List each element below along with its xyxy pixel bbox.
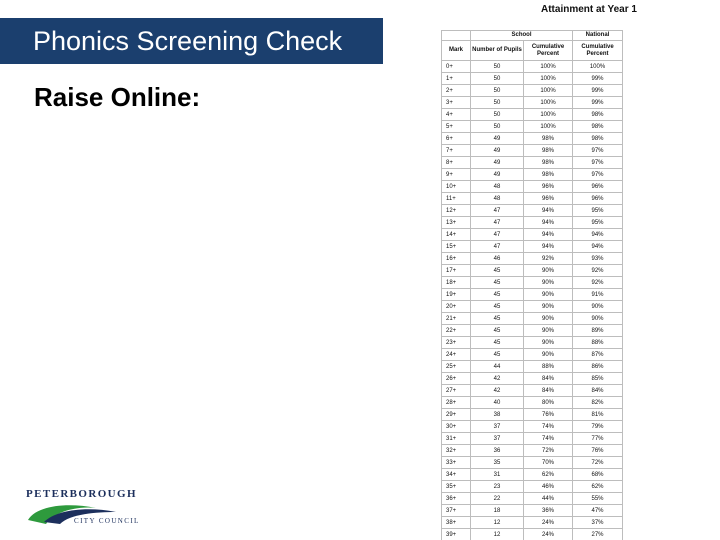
- cell-national-percent: 62%: [573, 481, 623, 493]
- cell-national-percent: 87%: [573, 349, 623, 361]
- cell-school-percent: 94%: [524, 229, 573, 241]
- cell-pupils: 37: [471, 433, 524, 445]
- cell-national-percent: 92%: [573, 265, 623, 277]
- cell-national-percent: 95%: [573, 217, 623, 229]
- cell-pupils: 50: [471, 121, 524, 133]
- cell-school-percent: 80%: [524, 397, 573, 409]
- cell-national-percent: 99%: [573, 73, 623, 85]
- table-row: [442, 253, 623, 265]
- table-row: [442, 229, 623, 241]
- cell-pupils: 50: [471, 73, 524, 85]
- cell-school-percent: 100%: [524, 97, 573, 109]
- cell-national-percent: 27%: [573, 529, 623, 540]
- cell-pupils: 47: [471, 241, 524, 253]
- table-row: [442, 373, 623, 385]
- table-row: [442, 301, 623, 313]
- cell-national-percent: 85%: [573, 373, 623, 385]
- cell-school-percent: 44%: [524, 493, 573, 505]
- table-row: [442, 481, 623, 493]
- cell-national-percent: 94%: [573, 241, 623, 253]
- cell-pupils: 50: [471, 109, 524, 121]
- cell-mark: 18+: [442, 277, 471, 289]
- cell-mark: 7+: [442, 145, 471, 157]
- cell-school-percent: 90%: [524, 289, 573, 301]
- cell-national-percent: 98%: [573, 133, 623, 145]
- cell-mark: 22+: [442, 325, 471, 337]
- table-row: [442, 181, 623, 193]
- table-row: [442, 193, 623, 205]
- cell-pupils: 50: [471, 97, 524, 109]
- cell-national-percent: 97%: [573, 157, 623, 169]
- cell-national-percent: 99%: [573, 85, 623, 97]
- cell-national-percent: 96%: [573, 193, 623, 205]
- table-row: [442, 133, 623, 145]
- cell-mark: 15+: [442, 241, 471, 253]
- header-national-group: National: [573, 31, 623, 41]
- cell-school-percent: 94%: [524, 205, 573, 217]
- cell-school-percent: 94%: [524, 241, 573, 253]
- cell-mark: 2+: [442, 85, 471, 97]
- cell-mark: 30+: [442, 421, 471, 433]
- cell-national-percent: 86%: [573, 361, 623, 373]
- cell-pupils: 45: [471, 313, 524, 325]
- table-row: [442, 73, 623, 85]
- cell-school-percent: 88%: [524, 361, 573, 373]
- cell-mark: 34+: [442, 469, 471, 481]
- cell-national-percent: 99%: [573, 97, 623, 109]
- cell-mark: 23+: [442, 337, 471, 349]
- header-national-cumulative-percent: Cumulative Percent: [573, 41, 623, 61]
- cell-pupils: 45: [471, 349, 524, 361]
- cell-pupils: 46: [471, 253, 524, 265]
- cell-school-percent: 90%: [524, 325, 573, 337]
- cell-school-percent: 100%: [524, 109, 573, 121]
- cell-pupils: 47: [471, 229, 524, 241]
- table-row: [442, 349, 623, 361]
- cell-pupils: 47: [471, 217, 524, 229]
- table-row: [442, 493, 623, 505]
- table-row: [442, 289, 623, 301]
- cell-school-percent: 74%: [524, 433, 573, 445]
- cell-school-percent: 90%: [524, 301, 573, 313]
- cell-pupils: 23: [471, 481, 524, 493]
- attainment-table-caption: Attainment at Year 1: [541, 4, 637, 15]
- cell-school-percent: 98%: [524, 169, 573, 181]
- cell-mark: 37+: [442, 505, 471, 517]
- cell-mark: 5+: [442, 121, 471, 133]
- table-row: [442, 157, 623, 169]
- cell-national-percent: 55%: [573, 493, 623, 505]
- cell-mark: 17+: [442, 265, 471, 277]
- table-row: [442, 145, 623, 157]
- cell-pupils: 45: [471, 289, 524, 301]
- cell-mark: 24+: [442, 349, 471, 361]
- cell-school-percent: 100%: [524, 121, 573, 133]
- header-number-of-pupils: Number of Pupils: [471, 41, 524, 61]
- slide-subtitle: Raise Online:: [34, 82, 201, 112]
- cell-school-percent: 90%: [524, 349, 573, 361]
- cell-mark: 28+: [442, 397, 471, 409]
- table-row: [442, 361, 623, 373]
- cell-school-percent: 94%: [524, 217, 573, 229]
- cell-national-percent: 94%: [573, 229, 623, 241]
- cell-mark: 27+: [442, 385, 471, 397]
- header-mark: Mark: [442, 41, 471, 61]
- cell-school-percent: 36%: [524, 505, 573, 517]
- attainment-table: [441, 30, 623, 540]
- table-row: [442, 409, 623, 421]
- cell-pupils: 47: [471, 205, 524, 217]
- cell-pupils: 48: [471, 181, 524, 193]
- cell-national-percent: 88%: [573, 337, 623, 349]
- slide-title: Phonics Screening Check: [0, 18, 383, 64]
- table-row: [442, 97, 623, 109]
- cell-school-percent: 72%: [524, 445, 573, 457]
- cell-pupils: 45: [471, 301, 524, 313]
- cell-school-percent: 92%: [524, 253, 573, 265]
- cell-mark: 0+: [442, 61, 471, 73]
- cell-school-percent: 84%: [524, 385, 573, 397]
- cell-pupils: 49: [471, 133, 524, 145]
- cell-pupils: 44: [471, 361, 524, 373]
- cell-pupils: 49: [471, 145, 524, 157]
- cell-mark: 26+: [442, 373, 471, 385]
- cell-pupils: 45: [471, 265, 524, 277]
- table-row: [442, 397, 623, 409]
- cell-mark: 19+: [442, 289, 471, 301]
- cell-school-percent: 46%: [524, 481, 573, 493]
- cell-mark: 1+: [442, 73, 471, 85]
- cell-pupils: 50: [471, 85, 524, 97]
- cell-national-percent: 79%: [573, 421, 623, 433]
- table-row: [442, 325, 623, 337]
- header-school-group: School: [471, 31, 573, 41]
- cell-school-percent: 96%: [524, 193, 573, 205]
- cell-school-percent: 62%: [524, 469, 573, 481]
- table-row: [442, 517, 623, 529]
- cell-mark: 13+: [442, 217, 471, 229]
- cell-mark: 29+: [442, 409, 471, 421]
- cell-school-percent: 96%: [524, 181, 573, 193]
- cell-school-percent: 100%: [524, 85, 573, 97]
- cell-mark: 33+: [442, 457, 471, 469]
- cell-school-percent: 74%: [524, 421, 573, 433]
- cell-mark: 4+: [442, 109, 471, 121]
- cell-school-percent: 100%: [524, 61, 573, 73]
- table-row: [442, 265, 623, 277]
- cell-mark: 21+: [442, 313, 471, 325]
- cell-pupils: 50: [471, 61, 524, 73]
- cell-national-percent: 90%: [573, 301, 623, 313]
- cell-pupils: 18: [471, 505, 524, 517]
- table-row: [442, 505, 623, 517]
- cell-national-percent: 96%: [573, 181, 623, 193]
- cell-mark: 16+: [442, 253, 471, 265]
- cell-mark: 39+: [442, 529, 471, 540]
- cell-pupils: 31: [471, 469, 524, 481]
- cell-national-percent: 84%: [573, 385, 623, 397]
- cell-pupils: 12: [471, 529, 524, 540]
- cell-national-percent: 95%: [573, 205, 623, 217]
- cell-national-percent: 98%: [573, 121, 623, 133]
- cell-school-percent: 100%: [524, 73, 573, 85]
- cell-school-percent: 24%: [524, 517, 573, 529]
- cell-mark: 10+: [442, 181, 471, 193]
- cell-mark: 9+: [442, 169, 471, 181]
- cell-pupils: 37: [471, 421, 524, 433]
- cell-pupils: 22: [471, 493, 524, 505]
- cell-school-percent: 90%: [524, 313, 573, 325]
- cell-mark: 20+: [442, 301, 471, 313]
- cell-national-percent: 47%: [573, 505, 623, 517]
- cell-school-percent: 70%: [524, 457, 573, 469]
- table-row: [442, 217, 623, 229]
- table-row: [442, 241, 623, 253]
- table-row: [442, 277, 623, 289]
- table-row: [442, 121, 623, 133]
- cell-national-percent: 68%: [573, 469, 623, 481]
- cell-school-percent: 24%: [524, 529, 573, 540]
- table-row: [442, 61, 623, 73]
- cell-school-percent: 98%: [524, 133, 573, 145]
- cell-mark: 35+: [442, 481, 471, 493]
- cell-national-percent: 98%: [573, 109, 623, 121]
- cell-school-percent: 76%: [524, 409, 573, 421]
- cell-school-percent: 90%: [524, 277, 573, 289]
- cell-pupils: 42: [471, 385, 524, 397]
- cell-mark: 36+: [442, 493, 471, 505]
- table-row: [442, 337, 623, 349]
- cell-national-percent: 90%: [573, 313, 623, 325]
- logo-bottom-text: CITY COUNCIL: [74, 517, 140, 525]
- cell-national-percent: 91%: [573, 289, 623, 301]
- header-blank: [442, 31, 471, 41]
- peterborough-city-council-logo: [26, 488, 148, 528]
- table-row: [442, 433, 623, 445]
- cell-mark: 14+: [442, 229, 471, 241]
- cell-national-percent: 37%: [573, 517, 623, 529]
- cell-school-percent: 90%: [524, 337, 573, 349]
- table-row: [442, 385, 623, 397]
- logo-top-text: PETERBOROUGH: [26, 488, 137, 500]
- cell-national-percent: 93%: [573, 253, 623, 265]
- cell-pupils: 49: [471, 157, 524, 169]
- cell-pupils: 12: [471, 517, 524, 529]
- cell-school-percent: 98%: [524, 145, 573, 157]
- cell-national-percent: 92%: [573, 277, 623, 289]
- attainment-table-body: [442, 61, 623, 540]
- attainment-table-panel: [441, 0, 658, 540]
- cell-mark: 6+: [442, 133, 471, 145]
- header-school-cumulative-percent: Cumulative Percent: [524, 41, 573, 61]
- cell-national-percent: 82%: [573, 397, 623, 409]
- cell-mark: 25+: [442, 361, 471, 373]
- cell-national-percent: 81%: [573, 409, 623, 421]
- cell-national-percent: 89%: [573, 325, 623, 337]
- cell-school-percent: 90%: [524, 265, 573, 277]
- table-row: [442, 529, 623, 540]
- cell-pupils: 48: [471, 193, 524, 205]
- cell-mark: 3+: [442, 97, 471, 109]
- cell-mark: 32+: [442, 445, 471, 457]
- cell-mark: 12+: [442, 205, 471, 217]
- cell-pupils: 38: [471, 409, 524, 421]
- cell-pupils: 49: [471, 169, 524, 181]
- table-row: [442, 205, 623, 217]
- cell-pupils: 42: [471, 373, 524, 385]
- table-row: [442, 109, 623, 121]
- cell-school-percent: 84%: [524, 373, 573, 385]
- table-row: [442, 445, 623, 457]
- cell-pupils: 45: [471, 337, 524, 349]
- cell-mark: 31+: [442, 433, 471, 445]
- cell-national-percent: 77%: [573, 433, 623, 445]
- table-row: [442, 421, 623, 433]
- table-row: [442, 469, 623, 481]
- table-row: [442, 169, 623, 181]
- cell-school-percent: 98%: [524, 157, 573, 169]
- cell-mark: 11+: [442, 193, 471, 205]
- cell-pupils: 45: [471, 277, 524, 289]
- cell-national-percent: 76%: [573, 445, 623, 457]
- cell-national-percent: 100%: [573, 61, 623, 73]
- cell-national-percent: 97%: [573, 145, 623, 157]
- table-row: [442, 457, 623, 469]
- cell-pupils: 36: [471, 445, 524, 457]
- cell-national-percent: 97%: [573, 169, 623, 181]
- table-row: [442, 313, 623, 325]
- table-row: [442, 85, 623, 97]
- cell-pupils: 40: [471, 397, 524, 409]
- cell-national-percent: 72%: [573, 457, 623, 469]
- cell-pupils: 35: [471, 457, 524, 469]
- cell-pupils: 45: [471, 325, 524, 337]
- cell-mark: 8+: [442, 157, 471, 169]
- cell-mark: 38+: [442, 517, 471, 529]
